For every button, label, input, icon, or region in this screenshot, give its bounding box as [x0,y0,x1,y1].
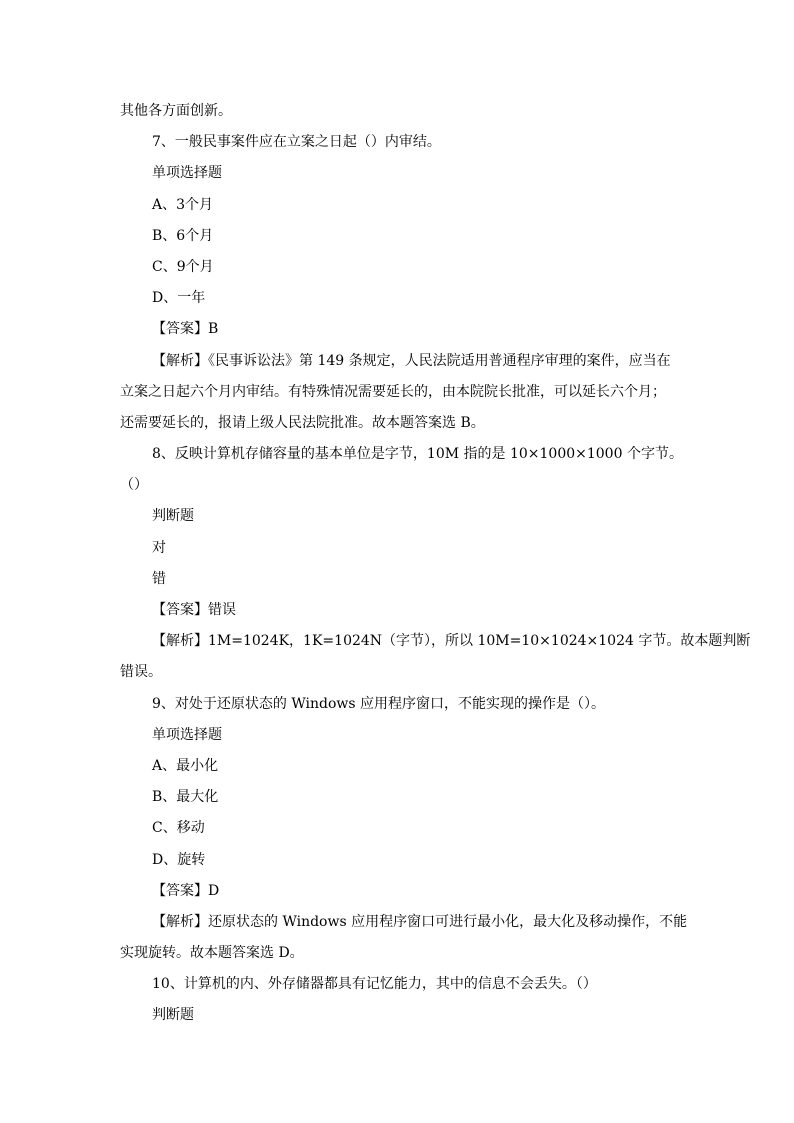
text-line: 【答案】错误 [152,602,236,618]
text-line: A、3个月 [152,196,214,213]
text-line: B、6个月 [152,227,214,244]
text-line: 判断题 [152,1007,194,1024]
document-page [120,100,751,1036]
text-line: 错 [152,570,166,587]
text-line: C、9个月 [152,258,214,275]
text-line: 【解析】《民事诉讼法》第 149 条规定，人民法院适用普通程序审理的案件，应当在 [152,352,671,369]
text-line: 8、反映计算机存储容量的基本单位是字节，10M 指的是 10×1000×1000 个字节。 [152,446,683,463]
text-line: 判断题 [152,508,194,525]
text-line: （） [120,477,148,494]
text-line: 7、一般民事案件应在立案之日起（）内审结。 [152,134,441,151]
text-line: B、最大化 [152,789,219,806]
text-line: 实现旋转。故本题答案选 D。 [120,945,304,962]
text-line: 【答案】B [152,321,219,338]
text-line: C、移动 [152,820,205,837]
text-line: 错误。 [120,664,162,681]
text-line: A、最小化 [152,757,219,774]
text-line: 还需要延长的，报请上级人民法院批准。故本题答案选 B。 [120,414,485,431]
text-line: 单项选择题 [152,165,222,182]
text-line: D、旋转 [152,851,206,868]
text-line: 10、计算机的内、外存储器都具有记忆能力，其中的信息不会丢失。（） [152,976,597,993]
text-line: 对 [152,539,166,556]
text-line: 9、对处于还原状态的 Windows 应用程序窗口，不能实现的操作是（）。 [152,695,606,712]
text-line: 【答案】D [152,882,220,899]
text-line: 【解析】还原状态的 Windows 应用程序窗口可进行最小化，最大化及移动操作，不能 [152,913,688,930]
text-line: 单项选择题 [152,726,222,743]
text-line: 其他各方面创新。 [120,103,232,119]
text-line: 立案之日起六个月内审结。有特殊情况需要延长的，由本院院长批准，可以延长六个月； [120,383,666,400]
text-line: D、一年 [152,290,206,307]
text-line: 【解析】1M=1024K，1K=1024N（字节），所以 10M=10×1024×1024 字节。故本题判断 [152,633,751,650]
